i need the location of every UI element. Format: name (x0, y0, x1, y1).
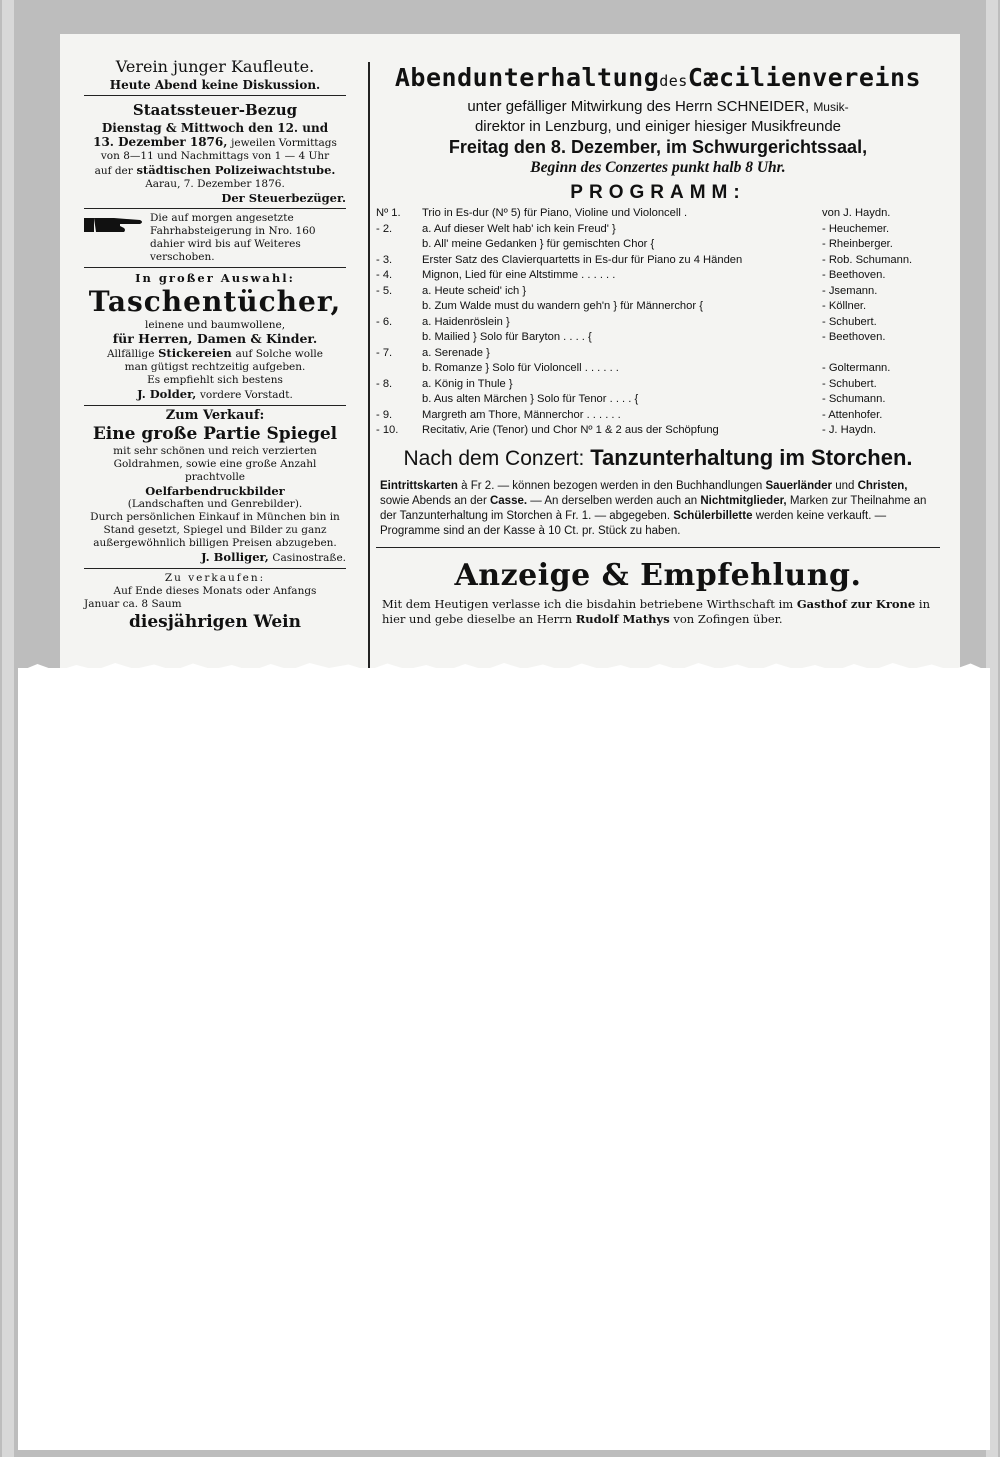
steuer-date: Aarau, 7. Dezember 1876. (145, 178, 285, 190)
program-piece: Erster Satz des Clavierquartetts in Es-dur für Piano zu 4 Händen (422, 253, 743, 266)
tuch-intro: In großer Auswahl: (135, 271, 295, 285)
spiegel-signature: J. Bolliger, Casinostraße. (201, 550, 346, 564)
program-piece: Trio in Es-dur (Nº 5) für Piano, Violine und Violoncell . (422, 207, 688, 219)
program-row (376, 408, 940, 424)
program-composer: - Köllner. (822, 300, 867, 312)
program-number: - 9. (376, 408, 393, 421)
program-piece: b. All' meine Gedanken } für gemischten Chor { (422, 238, 655, 250)
tuch-line5: Es empfiehlt sich bestens (147, 374, 283, 386)
program-piece: Mignon, Lied für eine Altstimme . . . . . . (422, 269, 616, 281)
program-composer (822, 346, 940, 362)
verein-title: Verein junger Kaufleute. (115, 57, 315, 76)
program-number (376, 392, 422, 408)
program-row (376, 423, 940, 439)
tuch-line1: leinene und baumwollene, (144, 319, 286, 331)
program-list (376, 206, 940, 439)
program-composer: - Attenhofer. (822, 408, 883, 421)
concert-subtitle-2: direktor in Lenzburg, und einiger hiesiger Musikfreunde (474, 118, 842, 135)
program-row (376, 377, 940, 393)
program-row (376, 346, 940, 362)
spiegel-line2: Oelfarbendruckbilder (145, 484, 285, 498)
divider (376, 547, 940, 548)
program-number: - 2. (376, 222, 393, 235)
divider (84, 208, 346, 209)
spiegel-line4: Durch persönlichen Einkauf in München bin in Stand gesetzt, Spiegel und Bilder zu ganz außergewöhnlich billigen Preisen abzugeben. (90, 511, 340, 549)
program-composer: - Rheinberger. (822, 238, 893, 250)
steuer-line4: auf der städtischen Polizeiwachtstube. (94, 163, 336, 177)
steuer-line2: 13. Dezember 1876, jeweilen Vormittags (93, 135, 337, 149)
program-row (376, 315, 940, 331)
newspaper-page (60, 34, 960, 674)
steuer-line1: Dienstag & Mittwoch den 12. und (101, 121, 329, 135)
divider (84, 267, 346, 268)
program-composer: - Jsemann. (822, 284, 878, 297)
steuer-line3: von 8—11 und Nachmittags von 1 — 4 Uhr (100, 150, 330, 162)
concert-date: Freitag den 8. Dezember, im Schwurgerichtssaal, (448, 137, 868, 157)
program-composer: - Schubert. (822, 377, 877, 390)
column-divider (368, 62, 370, 674)
program-row (376, 299, 940, 315)
notice-text: Die auf morgen angesetzte Fahrhabsteigerung in Nro. 160 dahier wird bis auf Weiteres verschoben. (150, 212, 316, 263)
program-number: - 4. (376, 269, 393, 281)
program-row (376, 330, 940, 346)
program-number: - 5. (376, 284, 393, 297)
program-row (376, 284, 940, 300)
program-number: - 10. (376, 424, 399, 436)
program-number: - 8. (376, 377, 393, 390)
program-composer: - Schumann. (822, 393, 886, 405)
program-row (376, 237, 940, 253)
tuch-line3: Allfällige Stickereien auf Solche wolle (106, 346, 324, 360)
tuch-title: Taschentücher, (88, 285, 342, 318)
tuch-signature: J. Dolder, vordere Vorstadt. (137, 387, 293, 401)
program-composer: - Heuchemer. (822, 222, 890, 235)
program-piece: a. Serenade } (422, 346, 490, 359)
program-row (376, 222, 940, 238)
anzeige-title: Anzeige & Empfehlung. (454, 557, 862, 593)
program-piece: a. Auf dieser Welt hab' ich kein Freud' } (422, 222, 616, 235)
program-composer: - Rob. Schumann. (822, 253, 913, 266)
pointing-hand-icon (84, 212, 144, 238)
tickets-info: Eintrittskarten à Fr 2. — können bezogen werden in den Buchhandlungen Sauerländer und Christen, sowie Abends an der Casse. — An derselben werden auch an Nichtmitglieder, Marken zur Theilnahme an der Tanzunterhaltung im Storchen à Fr. 1. — abgegeben. Schülerbillette werden keine verkauft. — Programme sind an der Kasse à 10 Ct. pr. Stück zu haben. (380, 479, 927, 537)
program-piece: b. Aus alten Märchen } Solo für Tenor . . . . { (422, 393, 639, 405)
program-row (376, 361, 940, 377)
program-number: - 7. (376, 346, 393, 359)
verkauf-title: Zum Verkauf: (165, 408, 265, 423)
concert-start: Beginn des Conzertes punkt halb 8 Uhr. (530, 159, 786, 176)
after-concert: Nach dem Conzert: Tanzunterhaltung im Storchen. (403, 444, 913, 470)
blank-area (18, 668, 990, 1450)
program-composer: - Schubert. (822, 315, 877, 328)
program-row (376, 268, 940, 284)
divider (84, 405, 346, 406)
program-number: - 3. (376, 253, 393, 266)
program-number: - 6. (376, 315, 393, 328)
program-composer: - Beethoven. (822, 269, 886, 281)
wein-title: diesjährigen Wein (129, 612, 301, 632)
program-composer: von J. Haydn. (822, 207, 891, 219)
tuch-line4: man gütigst rechtzeitig aufgeben. (124, 361, 306, 373)
program-piece: b. Zum Walde must du wandern geh'n } für Männerchor { (422, 300, 703, 312)
program-row (376, 206, 940, 222)
program-row (376, 253, 940, 269)
wein-intro: Zu verkaufen: (164, 572, 266, 584)
spiegel-title: Eine große Partie Spiegel (92, 424, 338, 444)
left-column (84, 56, 346, 633)
programm-heading: PROGRAMM: (570, 182, 746, 203)
program-piece: Recitativ, Arie (Tenor) und Chor Nº 1 & 2 aus der Schöpfung (422, 424, 719, 436)
program-piece: b. Romanze } Solo für Violoncell . . . . . . (422, 362, 619, 374)
page-margin-left (2, 0, 14, 1457)
wein-line1: Auf Ende dieses Monats oder Anfangs (113, 585, 317, 597)
right-column (376, 62, 940, 627)
spiegel-line1: mit sehr schönen und reich verzierten Goldrahmen, sowie eine große Anzahl prachtvolle (113, 445, 317, 483)
wein-line2: Januar ca. 8 Saum (84, 598, 182, 610)
program-piece: a. König in Thule } (422, 377, 513, 390)
program-number (376, 237, 422, 253)
program-number: Nº 1. (376, 207, 401, 219)
program-piece: a. Heute scheid' ich } (422, 284, 527, 297)
program-piece: b. Mailied } Solo für Baryton . . . . { (422, 331, 592, 343)
concert-title: AbendunterhaltungdesCæcilienvereins (394, 63, 922, 92)
program-piece: Margreth am Thore, Männerchor . . . . . . (422, 408, 621, 421)
program-composer: - Goltermann. (822, 362, 891, 374)
divider (84, 568, 346, 569)
program-piece: a. Haidenröslein } (422, 315, 510, 328)
concert-subtitle-1: unter gefälliger Mitwirkung des Herrn SCHNEIDER, Musik- (467, 98, 849, 115)
anzeige-body: Mit dem Heutigen verlasse ich die bisdahin betriebene Wirthschaft im Gasthof zur Krone in hier und gebe dieselbe an Herrn Rudolf Mathys von Zofingen über. (382, 596, 930, 626)
verein-subtitle: Heute Abend keine Diskussion. (109, 78, 321, 92)
program-number (376, 330, 422, 346)
program-composer: - Beethoven. (822, 331, 886, 343)
divider (84, 95, 346, 96)
spiegel-line3: (Landschaften und Genrebilder). (127, 498, 303, 510)
program-row (376, 392, 940, 408)
program-number (376, 361, 422, 377)
notice-block (84, 212, 346, 264)
steuer-title: Staatssteuer-Bezug (132, 101, 298, 119)
program-composer: - J. Haydn. (822, 424, 877, 436)
steuer-signature: Der Steuerbezüger. (221, 191, 346, 205)
tuch-line2: für Herren, Damen & Kinder. (112, 331, 318, 346)
program-number (376, 299, 422, 315)
